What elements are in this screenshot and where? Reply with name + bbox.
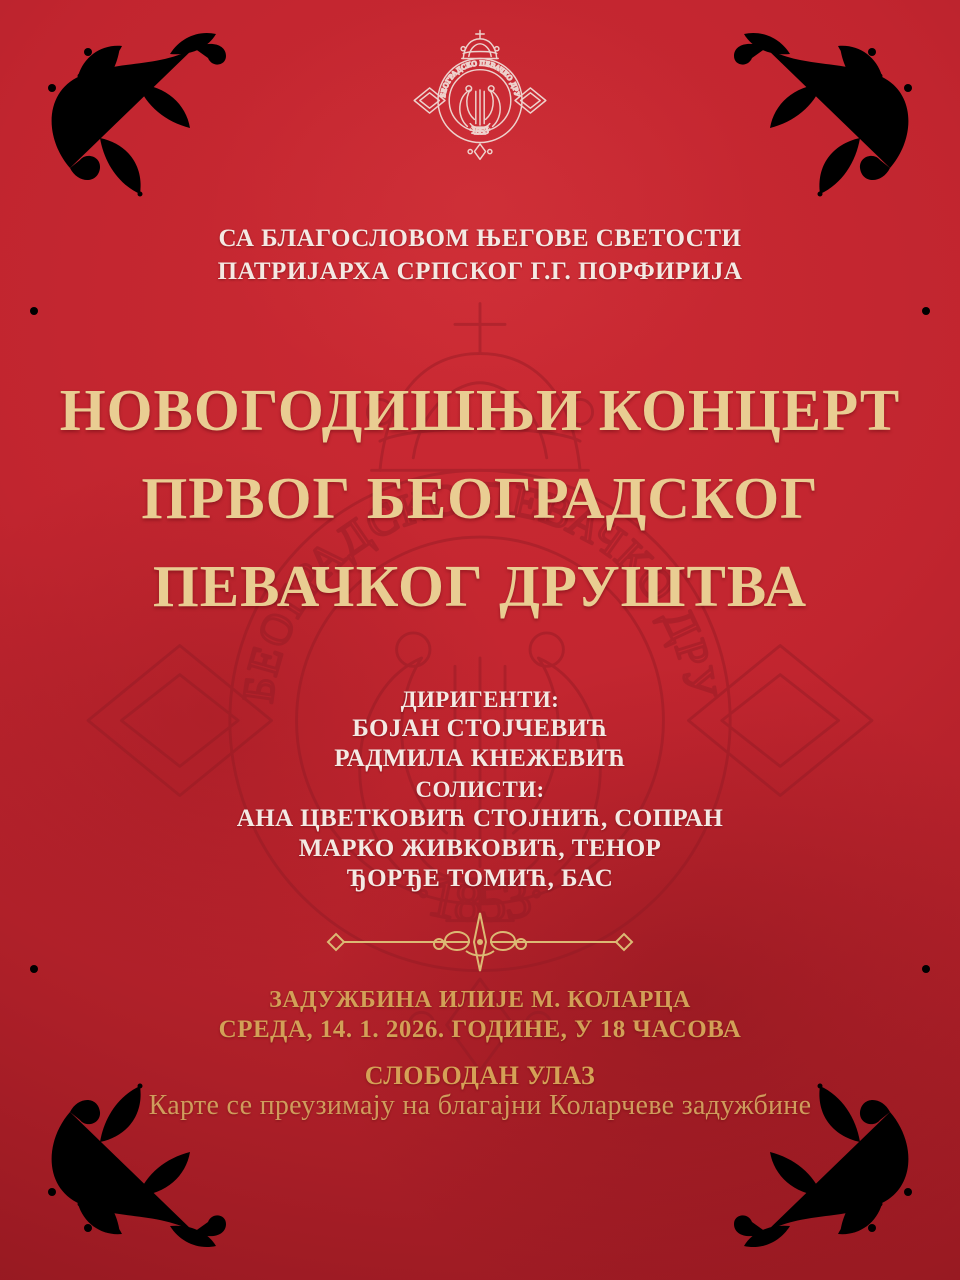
title-line-2: ПРВОГ БЕОГРАДСКОГ — [141, 465, 819, 531]
conductor-name: БОЈАН СТОЈЧЕВИЋ — [352, 715, 608, 742]
blessing-line-2: ПАТРИЈАРХА СРПСКОГ Г.Г. ПОРФИРИЈА — [217, 258, 743, 285]
corner-ornament-top-left-icon — [20, 20, 280, 350]
soloists-section — [0, 776, 960, 894]
concert-title — [0, 366, 960, 630]
tickets-note: Карте се преузимају на благајни Коларчеве задужбине — [148, 1090, 812, 1121]
free-admission-note: СЛОБОДАН УЛАЗ — [364, 1061, 596, 1090]
soloist-name: ЂОРЂЕ ТОМИЋ, БАС — [346, 865, 614, 892]
conductors-section — [0, 686, 960, 774]
soloist-name: МАРКО ЖИВКОВИЋ, ТЕНОР — [298, 835, 662, 862]
conductor-name: РАДМИЛА КНЕЖЕВИЋ — [334, 745, 626, 772]
ornamental-divider-icon — [320, 907, 640, 977]
corner-ornament-top-right-icon — [680, 20, 940, 350]
soloists-heading: СОЛИСТИ: — [415, 777, 545, 802]
title-line-3: ПЕВАЧКОГ ДРУШТВА — [152, 553, 808, 619]
society-emblem-icon — [410, 20, 550, 181]
concert-datetime: СРЕДА, 14. 1. 2026. ГОДИНЕ, У 18 ЧАСОВА — [218, 1016, 742, 1043]
title-line-1: НОВОГОДИШЊИ КОНЦЕРТ — [59, 377, 901, 443]
conductors-heading: ДИРИГЕНТИ: — [400, 687, 560, 712]
blessing-line-1: СА БЛАГОСЛОВОМ ЊЕГОВЕ СВЕТОСТИ — [218, 225, 742, 252]
patriarch-blessing — [0, 222, 960, 288]
venue-name: ЗАДУЖБИНА ИЛИЈЕ М. КОЛАРЦА — [269, 987, 691, 1013]
soloist-name: АНА ЦВЕТКОВИЋ СТОЈНИЋ, СОПРАН — [236, 805, 724, 832]
